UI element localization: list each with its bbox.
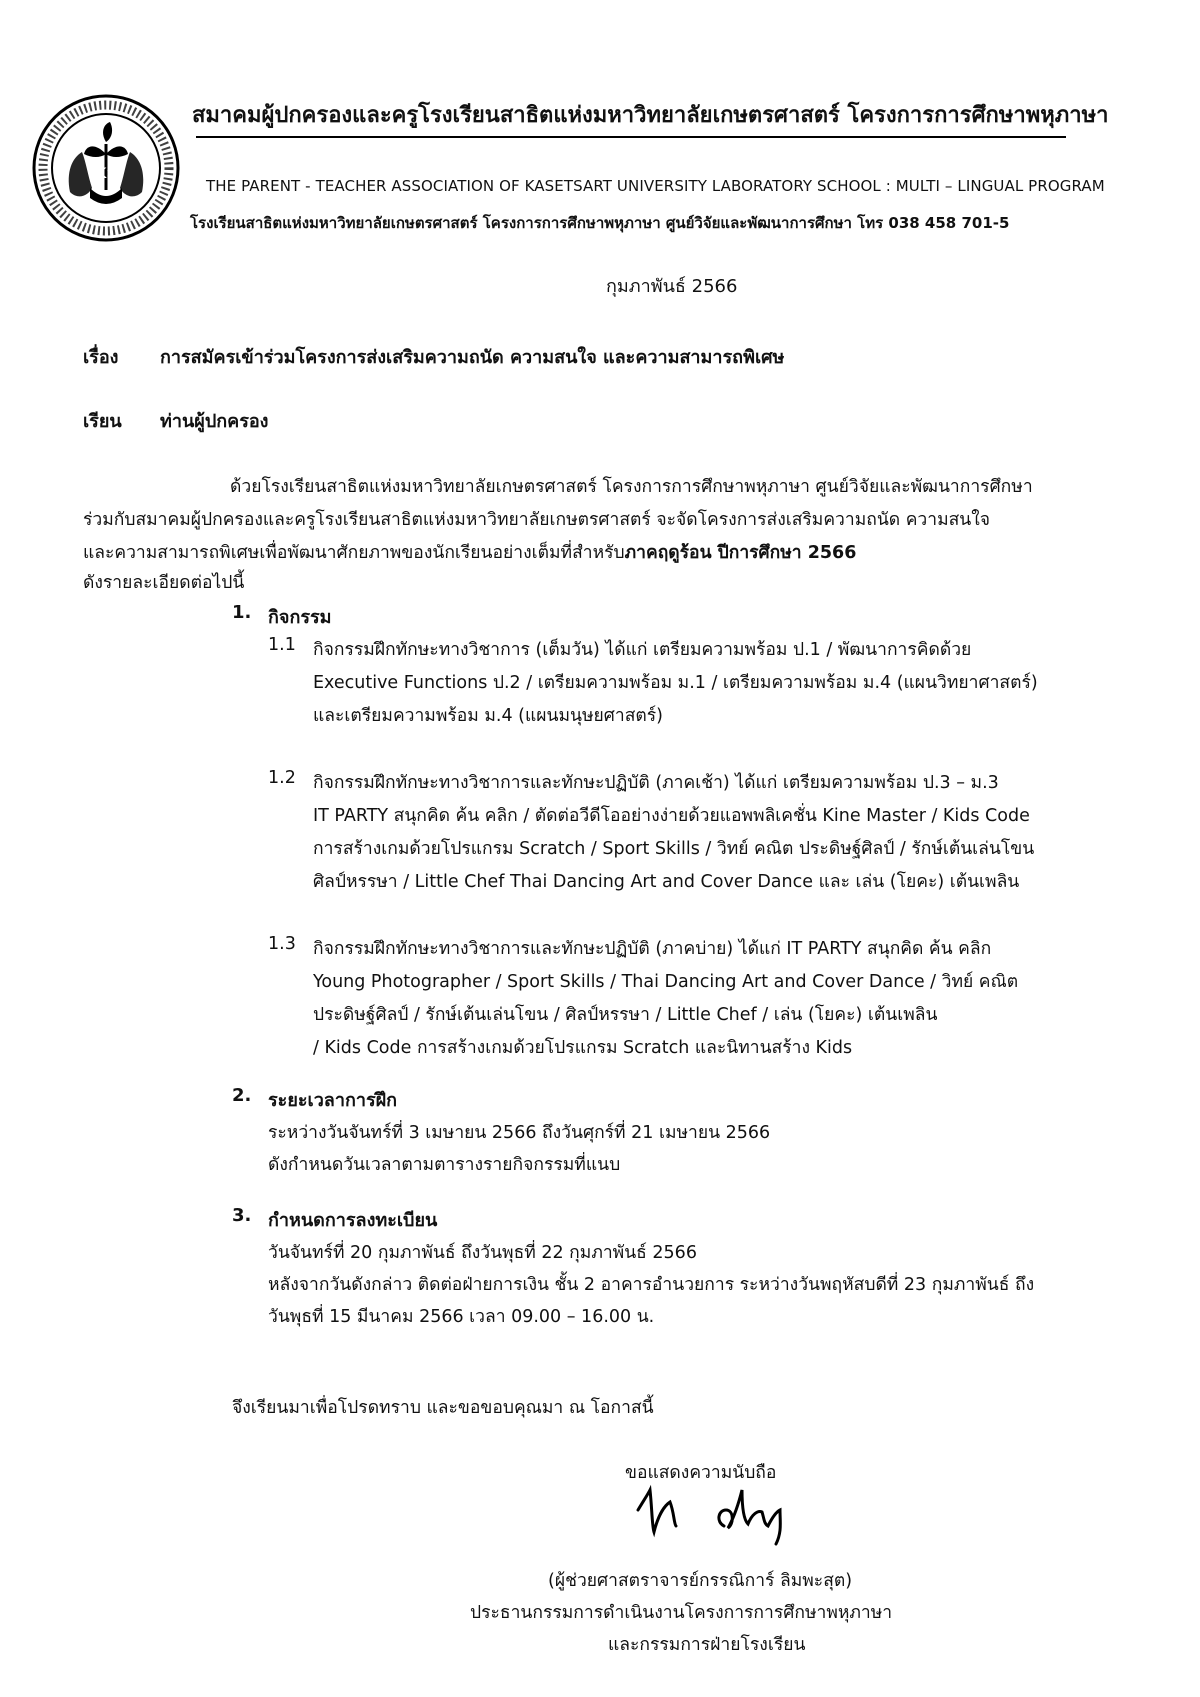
section-2-number: 2.: [232, 1085, 252, 1106]
item-1-3-line-4: / Kids Code การสร้างเกมด้วยโปรแกรม Scratch และนิทานสร้าง Kids: [313, 1038, 853, 1058]
signatory-title-1: ประธานกรรมการดำเนินงานโครงการการศึกษาพหุภาษา: [470, 1603, 893, 1623]
subject-label: เรื่อง: [83, 347, 119, 368]
item-1-3-line-3: ประดิษฐ์ศิลป์ / รักษ์เต้นเล่นโขน / ศิลป์หรรษา / Little Chef / เล่น (โยคะ) เต้นเพลิน: [313, 1005, 938, 1025]
signatory-name: (ผู้ช่วยศาสตราจารย์กรรณิการ์ ลิมพะสุต): [548, 1571, 853, 1591]
section-2-line-1: ระหว่างวันจันทร์ที่ 3 เมษายน 2566 ถึงวันศุกร์ที่ 21 เมษายน 2566: [268, 1123, 771, 1143]
item-1-1-line-1: กิจกรรมฝึกทักษะทางวิชาการ (เต็มวัน) ได้แก่ เตรียมความพร้อม ป.1 / พัฒนาการคิดด้วย: [313, 640, 972, 660]
section-3-line-2: หลังจากวันดังกล่าว ติดต่อฝ่ายการเงิน ชั้น 2 อาคารอำนวยการ ระหว่างวันพฤหัสบดีที่ 23 กุมภาพันธ์ ถึง: [268, 1275, 1035, 1295]
item-1-2-line-3: การสร้างเกมด้วยโปรแกรม Scratch / Sport Skills / วิทย์ คณิต ประดิษฐ์ศิลป์ / รักษ์เต้นเล่นโขน: [313, 839, 1035, 859]
item-1-3-line-2: Young Photographer / Sport Skills / Thai Dancing Art and Cover Dance / วิทย์ คณิต: [313, 972, 1019, 992]
section-1-number: 1.: [232, 602, 252, 623]
section-2-line-2: ดังกำหนดวันเวลาตามตารางรายกิจกรรมที่แนบ: [268, 1155, 621, 1175]
regards-text: ขอแสดงความนับถือ: [625, 1463, 777, 1483]
intro-line-3-text: และความสามารถพิเศษเพื่อพัฒนาศักยภาพของนักเรียนอย่างเต็มที่สำหรับ: [83, 543, 625, 563]
intro-line-3-highlight: ภาคฤดูร้อน ปีการศึกษา 2566: [624, 543, 857, 563]
signatory-title-2: และกรรมการฝ่ายโรงเรียน: [608, 1635, 806, 1655]
association-name-english: THE PARENT - TEACHER ASSOCIATION OF KASETSART UNIVERSITY LABORATORY SCHOOL : MULTI – LINGUAL PROGRAM: [206, 177, 1105, 195]
closing-text: จึงเรียนมาเพื่อโปรดทราบ และขอขอบคุณมา ณ โอกาสนี้: [232, 1398, 654, 1418]
letter-date: กุมภาพันธ์ 2566: [606, 276, 738, 297]
section-3-number: 3.: [232, 1205, 252, 1226]
header-divider: [196, 136, 1066, 138]
intro-line-3: [83, 538, 856, 566]
section-1-title: กิจกรรม: [268, 607, 332, 628]
subject-text: การสมัครเข้าร่วมโครงการส่งเสริมความถนัด ความสนใจ และความสามารถพิเศษ: [160, 347, 785, 368]
item-1-2-line-2: IT PARTY สนุกคิด ค้น คลิก / ตัดต่อวีดีโออย่างง่ายด้วยแอพพลิเคชั่น Kine Master / Kids Code: [313, 806, 1030, 826]
section-3-title: กำหนดการลงทะเบียน: [268, 1210, 438, 1231]
intro-line-4: ดังรายละเอียดต่อไปนี้: [83, 573, 245, 593]
item-1-2-line-1: กิจกรรมฝึกทักษะทางวิชาการและทักษะปฏิบัติ (ภาคเช้า) ได้แก่ เตรียมความพร้อม ป.3 – ม.3: [313, 773, 999, 793]
section-3-line-3: วันพุธที่ 15 มีนาคม 2566 เวลา 09.00 – 16.00 น.: [268, 1307, 655, 1327]
recipient-label: เรียน: [83, 411, 122, 432]
section-2-title: ระยะเวลาการฝึก: [268, 1090, 398, 1111]
intro-line-2: ร่วมกับสมาคมผู้ปกครองและครูโรงเรียนสาธิตแห่งมหาวิทยาลัยเกษตรศาสตร์ จะจัดโครงการส่งเสริมความถนัด ความสนใจ: [83, 510, 991, 530]
association-name-thai: สมาคมผู้ปกครองและครูโรงเรียนสาธิตแห่งมหาวิทยาลัยเกษตรศาสตร์ โครงการการศึกษาพหุภาษา: [192, 103, 1109, 128]
recipient-text: ท่านผู้ปกครอง: [160, 411, 269, 432]
item-1-3-number: 1.3: [268, 934, 296, 954]
section-3-line-1: วันจันทร์ที่ 20 กุมภาพันธ์ ถึงวันพุธที่ 22 กุมภาพันธ์ 2566: [268, 1243, 697, 1263]
item-1-3-line-1: กิจกรรมฝึกทักษะทางวิชาการและทักษะปฏิบัติ (ภาคบ่าย) ได้แก่ IT PARTY สนุกคิด ค้น คลิก: [313, 939, 992, 959]
item-1-1-line-2: Executive Functions ป.2 / เตรียมความพร้อม ม.1 / เตรียมความพร้อม ม.4 (แผนวิทยาศาสตร์): [313, 673, 1038, 693]
school-address: โรงเรียนสาธิตแห่งมหาวิทยาลัยเกษตรศาสตร์ โครงการการศึกษาพหุภาษา ศูนย์วิจัยและพัฒนาการศึกษา โทร 038 458 701-5: [190, 214, 1010, 232]
item-1-1-number: 1.1: [268, 635, 296, 655]
intro-line-1: ด้วยโรงเรียนสาธิตแห่งมหาวิทยาลัยเกษตรศาสตร์ โครงการการศึกษาพหุภาษา ศูนย์วิจัยและพัฒนาการศึกษา: [230, 477, 1033, 497]
svg-text:KS: KS: [95, 166, 117, 182]
association-seal-icon: [30, 92, 182, 244]
handwritten-signature-icon: [630, 1480, 800, 1550]
item-1-2-line-4: ศิลป์หรรษา / Little Chef Thai Dancing Art and Cover Dance และ เล่น (โยคะ) เต้นเพลิน: [313, 872, 1020, 892]
item-1-2-number: 1.2: [268, 768, 296, 788]
item-1-1-line-3: และเตรียมความพร้อม ม.4 (แผนมนุษยศาสตร์): [313, 706, 663, 726]
